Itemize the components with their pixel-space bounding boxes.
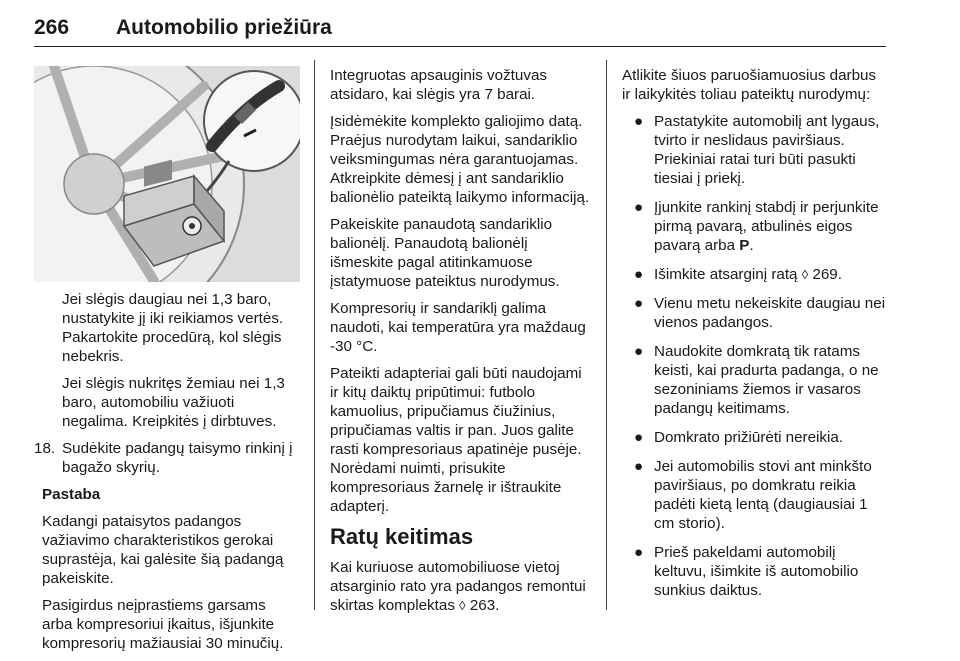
- paragraph: Integruotas apsauginis vožtuvas atsidaro, kai slėgis yra 7 barai.: [330, 67, 547, 103]
- list-item-text: .: [749, 237, 754, 254]
- list-item: [622, 428, 886, 447]
- page-reference-link[interactable]: 269.: [812, 266, 842, 283]
- paragraph: Pateikti adapteriai gali būti naudojami ir kitų daiktų pripūtimui: futbolo kamuolius, pripučiamus čiužinius, pripučiamas valtis ir pan. Juos galite rasti kompresoriaus apatinėje pusėje. Norėdami nuimti, prisukite kompresoriaus žarnelę ir ištraukite adapterį.: [330, 365, 582, 515]
- page-reference-icon: ◊: [459, 598, 466, 613]
- paragraph-text: Kai kuriuose automobiliuose vietoj atsarginio rato yra padangos remontui skirtas komplektas: [330, 559, 586, 614]
- bullet-icon: ●: [634, 266, 644, 283]
- page-reference-link[interactable]: 263.: [469, 597, 500, 614]
- note-title: Pastaba: [42, 486, 101, 503]
- list-item-text: Išimkite atsarginį ratą: [654, 266, 798, 283]
- paragraph: Jei slėgis daugiau nei 1,3 baro, nustatykite jį iki reikiamos vertės. Pakartokite procedūrą, kol slėgis nebekris.: [62, 291, 284, 365]
- paragraph: [330, 558, 592, 615]
- column-divider: [314, 60, 315, 610]
- note-paragraph: Kadangi pataisytos padangos važiavimo charakteristikos gerokai suprastėja, kai galėsite šią padangą pakeiskite.: [42, 513, 284, 587]
- column-2: [330, 66, 592, 623]
- step-text: Sudėkite padangų taisymo rinkinį į bagažo skyrių.: [62, 440, 293, 476]
- page-number: 266: [34, 16, 70, 39]
- bullet-list: [622, 112, 886, 600]
- column-divider: [606, 60, 607, 610]
- page-header: [34, 12, 886, 47]
- page-reference-icon: ◊: [801, 267, 809, 282]
- list-item: [622, 265, 886, 284]
- list-item-text: Jei automobilis stovi ant minkšto paviršiaus, po domkratu reikia padėti kietą lentą (daugiausiai 1 cm storio).: [654, 458, 872, 532]
- note-paragraph: Pasigirdus neįprastiems garsams arba kompresoriui įkaitus, išjunkite kompresorių mažiausiai 30 minučių.: [42, 597, 284, 652]
- step-number: 18.: [34, 440, 56, 457]
- paragraph: Jei slėgis nukritęs žemiau nei 1,3 baro, automobiliu važiuoti negalima. Kreipkitės į dirbtuves.: [62, 375, 285, 430]
- bullet-icon: ●: [634, 544, 644, 561]
- list-item-text: Domkrato prižiūrėti nereikia.: [654, 429, 844, 446]
- column-1: [34, 66, 300, 661]
- list-item: [622, 112, 886, 188]
- step-item: [34, 439, 300, 477]
- page-title: Automobilio priežiūra: [116, 16, 332, 39]
- section-heading: Ratų keitimas: [330, 524, 474, 549]
- bullet-icon: ●: [634, 113, 644, 130]
- paragraph: Įsidėmėkite komplekto galiojimo datą. Praėjus nurodytam laikui, sandariklio veiksmingumas nėra garantuojamas. Atkreipkite dėmesį į ant sandariklio balionėlio pateiktą laikymo informaciją.: [330, 113, 590, 206]
- list-item: [622, 198, 886, 255]
- bullet-icon: ●: [634, 343, 644, 360]
- list-item: [622, 543, 886, 600]
- list-item-text: Naudokite domkratą tik ratams keisti, kai pradurta padanga, o ne sezoniniams žiemos ir vasaros padangų keitimams.: [654, 343, 879, 417]
- list-item: [622, 457, 886, 533]
- paragraph: Atlikite šiuos paruošiamuosius darbus ir laikykitės toliau pateiktų nurodymų:: [622, 67, 877, 103]
- bullet-icon: ●: [634, 295, 644, 312]
- bullet-icon: ●: [634, 429, 644, 446]
- column-3: [622, 66, 886, 610]
- list-item: [622, 294, 886, 332]
- list-item-text: Vienu metu nekeiskite daugiau nei vienos padangos.: [654, 295, 886, 331]
- paragraph: Kompresorių ir sandariklį galima naudoti, kai temperatūra yra maždaug -30 °C.: [330, 300, 586, 355]
- tire-repair-kit-illustration: [34, 66, 300, 282]
- list-item-text: Įjunkite rankinį stabdį ir perjunkite pirmą pavarą, atbulinės eigos pavarą arba: [654, 199, 879, 254]
- list-item-text: Prieš pakeldami automobilį keltuvu, išimkite iš automobilio sunkius daiktus.: [654, 544, 859, 599]
- note-box: [34, 485, 300, 653]
- paragraph: Pakeiskite panaudotą sandariklio balionėlį. Panaudotą balionėlį išmeskite pagal atitinkamuose įstatymuose pateiktus nurodymus.: [330, 216, 560, 290]
- list-item-text: Pastatykite automobilį ant lygaus, tvirto ir neslidaus paviršiaus. Priekiniai ratai turi būti pasukti tiesiai į priekį.: [654, 113, 880, 187]
- gear-letter: P: [739, 237, 750, 254]
- list-item: [622, 342, 886, 418]
- bullet-icon: ●: [634, 458, 644, 475]
- bullet-icon: ●: [634, 199, 644, 216]
